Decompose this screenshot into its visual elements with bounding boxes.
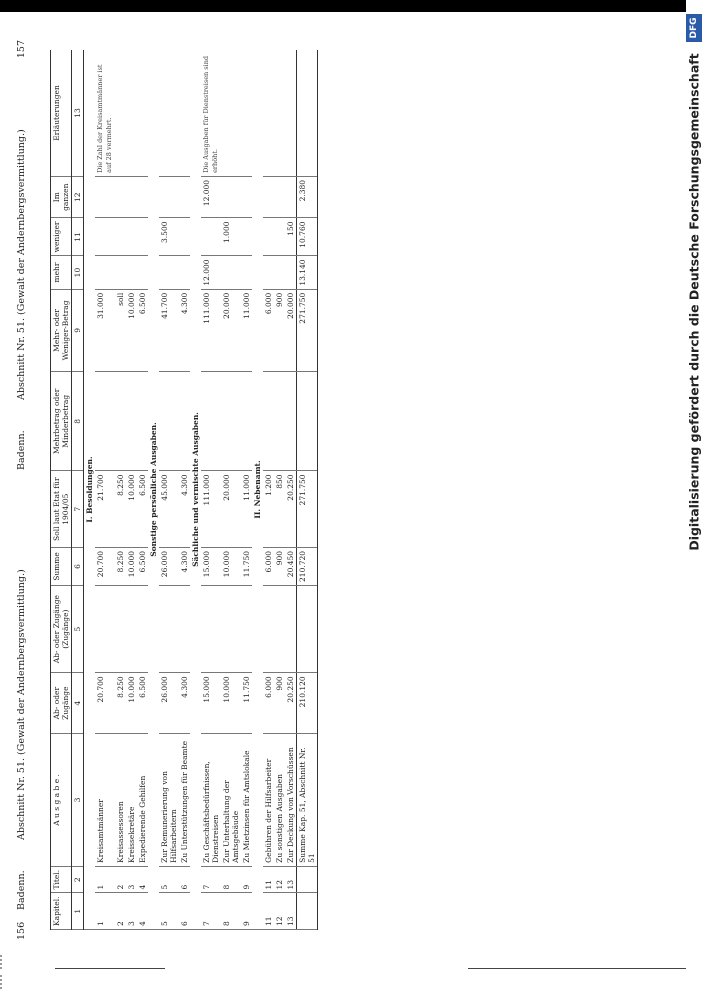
table-cell-kap: 5 <box>159 893 179 930</box>
table-cell-d: 11.000 <box>241 289 252 371</box>
table-cell-kap: 12 <box>274 893 285 930</box>
table-cell-d: 6.500 <box>137 289 148 371</box>
section-title: Sonstige persönliche Ausgaben. <box>148 50 159 930</box>
table-cell-e <box>95 256 115 289</box>
table-cell-soll: 111.000 <box>201 471 221 548</box>
right-running-title: Abschnitt Nr. 51. (Gewalt der Andernbergsvermittlung.) <box>16 129 27 400</box>
section-row <box>190 50 201 930</box>
table-cell-a: 6.500 <box>137 673 148 734</box>
table-row <box>137 50 148 930</box>
table-cell-text: Zu sonstigen Ausgaben <box>274 734 285 867</box>
table-cell-rem <box>137 50 148 176</box>
table-cell-soll: 6.500 <box>137 471 148 548</box>
table-cell-d: 900 <box>274 289 285 371</box>
table-cell-g <box>263 176 274 218</box>
table-cell-text: Expedierende Gehilfen <box>137 734 148 867</box>
table-cell-g <box>126 176 137 218</box>
table-cell-titel: 6 <box>179 866 190 893</box>
table-cell-sum: 6.000 <box>263 547 274 585</box>
column-header: Im ganzen <box>51 176 72 218</box>
table-cell-b <box>95 585 115 672</box>
rotated-spread <box>10 30 670 950</box>
table-cell-kap: 1 <box>95 893 115 930</box>
table-cell-b <box>274 585 285 672</box>
table-cell-b <box>241 585 252 672</box>
table-cell-sum: 15.000 <box>201 547 221 585</box>
table-cell-a: 11.750 <box>241 673 252 734</box>
table-cell-c <box>285 372 297 471</box>
total-cell <box>297 585 318 672</box>
left-subtitle: Abschnitt Nr. 51. (Gewalt der Andernbergsvermittlung.) <box>16 569 27 840</box>
column-header: Soll laut Etat für 1904/05 <box>51 471 72 548</box>
table-cell-e <box>241 256 252 289</box>
section-title: II. Nebenamt. <box>252 50 263 930</box>
table-cell-f <box>263 218 274 256</box>
table-row <box>126 50 137 930</box>
table-cell-b <box>179 585 190 672</box>
table-cell-c <box>115 372 126 471</box>
section-title: Sächliche und vermischte Ausgaben. <box>190 50 201 930</box>
table-cell-c <box>95 372 115 471</box>
table-cell-rem <box>274 50 285 176</box>
scan-edge-mark <box>0 975 7 989</box>
table-cell-titel: 13 <box>285 866 297 893</box>
column-number: 8 <box>72 372 84 471</box>
table-cell-g <box>95 176 115 218</box>
table-cell-text: Zur Deckung von Vorschüssen <box>285 734 297 867</box>
table-cell-rem: Die Ausgaben für Dienstreisen sind erhöht. <box>201 50 221 176</box>
table-cell-b <box>126 585 137 672</box>
table-cell-a: 10.000 <box>221 673 241 734</box>
table-cell-kap: 11 <box>263 893 274 930</box>
table-cell-g <box>137 176 148 218</box>
section-row <box>148 50 159 930</box>
column-header: Ab- oder Zugänge <box>51 673 72 734</box>
dfg-logo: DFG <box>686 14 702 42</box>
table-cell-g <box>115 176 126 218</box>
table-cell-a: 8.250 <box>115 673 126 734</box>
table-cell-g <box>159 176 179 218</box>
column-header: Mehr- oder Weniger-Betrag <box>51 289 72 371</box>
column-number: 7 <box>72 471 84 548</box>
table-cell-c <box>201 372 221 471</box>
table-cell-e <box>221 256 241 289</box>
table-cell-text: Zu Geschäftsbedürfnissen, Dienstreisen <box>201 734 221 867</box>
column-header: Mehrbetrag oder Minderbetrag <box>51 372 72 471</box>
section-row <box>252 50 263 930</box>
table-row <box>241 50 252 930</box>
table-cell-a: 10.000 <box>126 673 137 734</box>
table-cell-titel: 4 <box>137 866 148 893</box>
table-cell-b <box>201 585 221 672</box>
total-cell: 210.120 <box>297 673 318 734</box>
footer-rule-left <box>55 968 165 969</box>
table-cell-rem <box>159 50 179 176</box>
table-cell-d: 111.000 <box>201 289 221 371</box>
table-cell-e: 12.000 <box>201 256 221 289</box>
column-number: 1 <box>72 893 84 930</box>
table-cell-kap: 4 <box>137 893 148 930</box>
total-cell: 271.750 <box>297 289 318 371</box>
table-cell-sum: 4.300 <box>179 547 190 585</box>
table-cell-f <box>201 218 221 256</box>
table-cell-titel: 1 <box>95 866 115 893</box>
table-cell-text: Zur Remunerierung von Hilfsarbeitern <box>159 734 179 867</box>
table-cell-soll: 10.000 <box>126 471 137 548</box>
table-cell-c <box>179 372 190 471</box>
table-cell-a: 20.250 <box>285 673 297 734</box>
table-cell-sum: 10.000 <box>221 547 241 585</box>
table-cell-e <box>137 256 148 289</box>
table-row <box>263 50 274 930</box>
table-cell-e <box>179 256 190 289</box>
table-cell-soll: 8.250 <box>115 471 126 548</box>
table-cell-soll: 850 <box>274 471 285 548</box>
table-row <box>221 50 241 930</box>
table-cell-rem <box>179 50 190 176</box>
table-cell-c <box>274 372 285 471</box>
top-black-bar <box>0 0 686 12</box>
section-title: I. Besoldungen. <box>84 50 96 930</box>
table-cell-rem <box>115 50 126 176</box>
table-cell-b <box>159 585 179 672</box>
table-cell-a: 900 <box>274 673 285 734</box>
table-cell-f: 150 <box>285 218 297 256</box>
table-cell-b <box>285 585 297 672</box>
table-cell-f <box>241 218 252 256</box>
column-header: Titel. <box>51 866 72 893</box>
table-cell-text: Zu Unterstützungen für Beamte <box>179 734 190 867</box>
total-cell: 10.760 <box>297 218 318 256</box>
table-cell-g <box>221 176 241 218</box>
column-number: 10 <box>72 256 84 289</box>
total-cell: Summe Kap. 51, Abschnitt Nr. 51 <box>297 734 318 867</box>
column-number: 13 <box>72 50 84 176</box>
table-cell-d: soll <box>115 289 126 371</box>
table-cell-soll: 1.200 <box>263 471 274 548</box>
table-cell-sum: 20.450 <box>285 547 297 585</box>
table-cell-c <box>159 372 179 471</box>
table-cell-rem <box>221 50 241 176</box>
table-cell-c <box>241 372 252 471</box>
table-cell-sum: 20.700 <box>95 547 115 585</box>
table-cell-d: 20.000 <box>285 289 297 371</box>
table-cell-kap: 7 <box>201 893 221 930</box>
table-cell-d: 31.000 <box>95 289 115 371</box>
column-number: 5 <box>72 585 84 672</box>
table-cell-sum: 900 <box>274 547 285 585</box>
total-cell: 2.380 <box>297 176 318 218</box>
table-cell-titel: 12 <box>274 866 285 893</box>
table-row <box>115 50 126 930</box>
column-number: 11 <box>72 218 84 256</box>
table-cell-kap: 13 <box>285 893 297 930</box>
table-cell-a: 4.300 <box>179 673 190 734</box>
total-cell: 271.750 <box>297 471 318 548</box>
total-cell <box>297 893 318 930</box>
column-number: 4 <box>72 673 84 734</box>
column-number: 6 <box>72 547 84 585</box>
dfg-watermark-text: Digitalisierung gefördert durch die Deutsche Forschungsgemeinschaft <box>686 53 702 551</box>
table-cell-a: 15.000 <box>201 673 221 734</box>
column-number: 12 <box>72 176 84 218</box>
table-cell-titel: 7 <box>201 866 221 893</box>
table-cell-f <box>126 218 137 256</box>
dfg-watermark <box>685 12 703 592</box>
table-cell-g <box>179 176 190 218</box>
table-cell-f <box>115 218 126 256</box>
table-cell-f: 3.500 <box>159 218 179 256</box>
column-number-row <box>72 50 84 930</box>
table-cell-titel: 3 <box>126 866 137 893</box>
table-cell-d: 41.700 <box>159 289 179 371</box>
table-row <box>201 50 221 930</box>
table-cell-text: Kreisassessoren <box>115 734 126 867</box>
scanned-page <box>10 30 670 950</box>
table-cell-text: Zu Mietzinsen für Amtslokale <box>241 734 252 867</box>
table-row <box>274 50 285 930</box>
table-cell-rem <box>241 50 252 176</box>
left-running-title: Badenn. <box>16 870 27 910</box>
total-cell <box>297 50 318 176</box>
table-cell-kap: 3 <box>126 893 137 930</box>
budget-table <box>50 50 318 930</box>
table-cell-titel: 5 <box>159 866 179 893</box>
table-cell-g <box>285 176 297 218</box>
total-cell: 210.720 <box>297 547 318 585</box>
table-cell-rem <box>126 50 137 176</box>
table-cell-a: 6.000 <box>263 673 274 734</box>
table-cell-rem: Die Zahl der Kreisamtmänner ist auf 28 vermehrt. <box>95 50 115 176</box>
table-cell-d: 4.300 <box>179 289 190 371</box>
table-cell-g: 12.000 <box>201 176 221 218</box>
table-row <box>179 50 190 930</box>
column-header: Ab- oder Zugänge (Zugänge) <box>51 585 72 672</box>
table-cell-a: 20.700 <box>95 673 115 734</box>
table-cell-kap: 2 <box>115 893 126 930</box>
table-cell-text: Gebühren der Hilfsarbeiter <box>263 734 274 867</box>
table-cell-e <box>115 256 126 289</box>
table-cell-d: 6.000 <box>263 289 274 371</box>
table-cell-kap: 9 <box>241 893 252 930</box>
table-cell-g <box>241 176 252 218</box>
column-number: 9 <box>72 289 84 371</box>
table-cell-a: 26.000 <box>159 673 179 734</box>
table-cell-titel: 2 <box>115 866 126 893</box>
table-row <box>285 50 297 930</box>
table-cell-rem <box>285 50 297 176</box>
right-label: Badenn. <box>16 430 27 470</box>
table-cell-d: 20.000 <box>221 289 241 371</box>
table-cell-g <box>274 176 285 218</box>
table-cell-sum: 6.500 <box>137 547 148 585</box>
table-cell-b <box>221 585 241 672</box>
scan-edge-mark <box>0 955 7 969</box>
column-header: Summe <box>51 547 72 585</box>
table-cell-soll: 11.000 <box>241 471 252 548</box>
column-header: mehr <box>51 256 72 289</box>
table-cell-sum: 11.750 <box>241 547 252 585</box>
table-cell-soll: 45.000 <box>159 471 179 548</box>
table-cell-text: Zur Unterhaltung der Amtsgebäude <box>221 734 241 867</box>
table-cell-soll: 4.300 <box>179 471 190 548</box>
table-cell-rem <box>263 50 274 176</box>
table-cell-sum: 10.000 <box>126 547 137 585</box>
table-cell-kap: 6 <box>179 893 190 930</box>
table-cell-soll: 21.700 <box>95 471 115 548</box>
table-cell-c <box>221 372 241 471</box>
table-cell-e <box>274 256 285 289</box>
table-cell-f <box>274 218 285 256</box>
table-cell-f <box>179 218 190 256</box>
table-cell-b <box>263 585 274 672</box>
column-header: weniger <box>51 218 72 256</box>
table-cell-c <box>263 372 274 471</box>
table-cell-e <box>159 256 179 289</box>
column-header: A u s g a b e . <box>51 734 72 867</box>
table-cell-sum: 8.250 <box>115 547 126 585</box>
table-cell-c <box>126 372 137 471</box>
table-row <box>95 50 115 930</box>
table-cell-b <box>137 585 148 672</box>
column-header: Kapitel. <box>51 893 72 930</box>
table-cell-d: 10.000 <box>126 289 137 371</box>
table-cell-soll: 20.250 <box>285 471 297 548</box>
total-cell: 13.140 <box>297 256 318 289</box>
column-header: Erläuterungen <box>51 50 72 176</box>
footer-rule-right <box>468 968 686 969</box>
table-cell-text: Kreissekretäre <box>126 734 137 867</box>
right-page-number: 157 <box>16 40 27 59</box>
table-cell-titel: 9 <box>241 866 252 893</box>
table-cell-c <box>137 372 148 471</box>
table-cell-f: 1.000 <box>221 218 241 256</box>
column-number: 3 <box>72 734 84 867</box>
total-cell <box>297 372 318 471</box>
left-page-number: 156 <box>16 921 27 940</box>
table-cell-f <box>95 218 115 256</box>
table-cell-sum: 26.000 <box>159 547 179 585</box>
table-row <box>159 50 179 930</box>
table-cell-e <box>285 256 297 289</box>
table-cell-kap: 8 <box>221 893 241 930</box>
table-header-row <box>51 50 72 930</box>
table-cell-titel: 8 <box>221 866 241 893</box>
table-cell-e <box>263 256 274 289</box>
total-cell <box>297 866 318 893</box>
table-cell-text: Kreisamtmänner <box>95 734 115 867</box>
table-cell-titel: 11 <box>263 866 274 893</box>
table-cell-b <box>115 585 126 672</box>
table-cell-soll: 20.000 <box>221 471 241 548</box>
table-cell-f <box>137 218 148 256</box>
table-cell-e <box>126 256 137 289</box>
page-header <box>16 40 34 940</box>
total-row <box>297 50 318 930</box>
section-row <box>84 50 96 930</box>
column-number: 2 <box>72 866 84 893</box>
